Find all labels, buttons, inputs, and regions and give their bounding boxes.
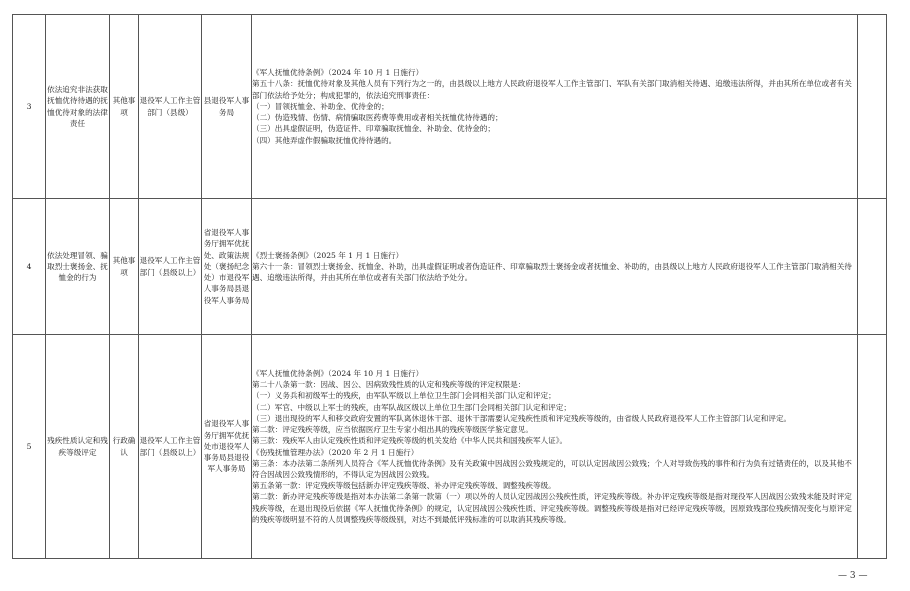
implementing-level: 县退役军人事务局 [202,15,252,199]
basis-line: （一）义务兵和初级军士的残疾，由军队军级以上单位卫生部门会同相关部门认定和评定； [252,391,556,401]
implementing-level: 省退役军人事务厅拥军优抚处市退役军人事务局县退役军人事务局 [202,335,252,559]
remarks-cell [858,335,887,559]
basis-line: 第二款：新办评定残疾等级是指对本办法第二条第一款第（一）项以外的人员认定因战因公残疾性质，评定残疾等级。补办评定残疾等级是指对现役军人因战因公致残未能及时评定残疾等级，在退出现役后依据《军人抚恤优待条例》的规定，认定因战因公残疾性质、评定残疾等级。调整残疾等级是指对已经评定残疾等级，因原致残部位残疾情况变化与原评定的残疾等级明显不符的人员调整残疾等级级别，对达不到最低评残标准的可以取消其残疾等级。 [252,492,852,524]
table-row [13,335,887,559]
item-type: 其他事项 [110,199,139,335]
table-row [13,199,887,335]
basis-line: （二）军官、中级以上军士的残疾，由军队战区级以上单位卫生部门会同相关部门认定和评定； [252,402,571,412]
legal-basis [252,335,858,559]
basis-line: 第二款：评定残疾等级，应当依据医疗卫生专家小组出具的残疾等级医学鉴定意见。 [252,425,533,435]
basis-line: （一）冒领抚恤金、补助金、优待金的； [252,101,389,111]
basis-line: 第五十八条：抚恤优待对象及其他人员有下列行为之一的，由县级以上地方人民政府退役军人工作主管部门、军队有关部门取消相关待遇、追缴违法所得，并由其所在单位或者有关部门依法给予处分；构成犯罪的，依法追究刑事责任： [252,79,852,100]
basis-line: 《伤残抚恤管理办法》（2020 年 2 月 1 日施行） [252,447,419,457]
remarks-cell [858,199,887,335]
power-list-table [12,14,887,559]
row-number: 5 [13,335,46,559]
row-number: 3 [13,15,46,199]
basis-line: （三）出具虚假证明，伪造证件、印章骗取抚恤金、补助金、优待金的； [252,124,495,134]
basis-line: 第六十一条：冒领烈士褒扬金、抚恤金、补助，出具虚假证明或者伪造证件、印章骗取烈士褒扬金或者抚恤金、补助的，由县级以上地方人民政府退役军人工作主管部门取消相关待遇、追缴违法所得，并由其所在单位或者有关部门依法给予处分。 [252,261,852,283]
item-type: 行政确认 [110,335,139,559]
row-number: 4 [13,199,46,335]
item-type: 其他事项 [110,15,139,199]
table-row [13,15,887,199]
implementing-body: 退役军人工作主管部门（县级以上） [139,335,202,559]
basis-line: （三）退出现役的军人和移交政府安置的军队离休退休干部、退休干部需要认定残疾性质和评定残疾等级的，由省级人民政府退役军人工作主管部门认定和评定。 [252,413,792,423]
implementing-level: 省退役军人事务厅拥军优抚处、政策法规处（褒扬纪念处）市退役军人事务局县退役军人事务局 [202,199,252,335]
item-name: 依法处理冒领、骗取烈士褒扬金、抚恤金的行为 [46,199,110,335]
basis-line: 《烈士褒扬条例》（2025 年 1 月 1 日施行） [252,250,404,260]
item-name: 残疾性质认定和残疾等级评定 [46,335,110,559]
remarks-cell [858,15,887,199]
basis-line: （二）伪造残情、伤情、病情骗取医药费等费用或者相关抚恤优待待遇的； [252,113,503,123]
basis-line: 第五条第一款：评定残疾等级包括新办评定残疾等级、补办评定残疾等级、调整残疾等级。 [252,481,556,491]
implementing-body: 退役军人工作主管部门（县级） [139,15,202,199]
basis-line: 《军人抚恤优待条例》（2024 年 10 月 1 日施行） [252,68,424,78]
item-name: 依法追究非法获取抚恤优待待遇的抚恤优待对象的法律责任 [46,15,110,199]
basis-line: 第三款：残疾军人由认定残疾性质和评定残疾等级的机关发给《中华人民共和国残疾军人证》。 [252,436,568,446]
basis-line: 《军人抚恤优待条例》（2024 年 10 月 1 日施行） [252,369,424,379]
legal-basis [252,15,858,199]
page-number: — 3 — [838,571,868,581]
basis-line: 第三条：本办法第二条所列人员符合《军人抚恤优待条例》及有关政策中因战因公致残规定的，可以认定因战因公致残；个人对导致伤残的事件和行为负有过错责任的，以及其他不符合因战因公致残情形的，不得认定为因战因公致残。 [252,458,852,479]
legal-basis [252,199,858,335]
implementing-body: 退役军人工作主管部门（县级以上） [139,199,202,335]
basis-line: （四）其他弄虚作假骗取抚恤优待待遇的。 [252,135,397,145]
basis-line: 第二十八条第一款：因战、因公、因病致残性质的认定和残疾等级的评定权限是： [252,380,526,390]
